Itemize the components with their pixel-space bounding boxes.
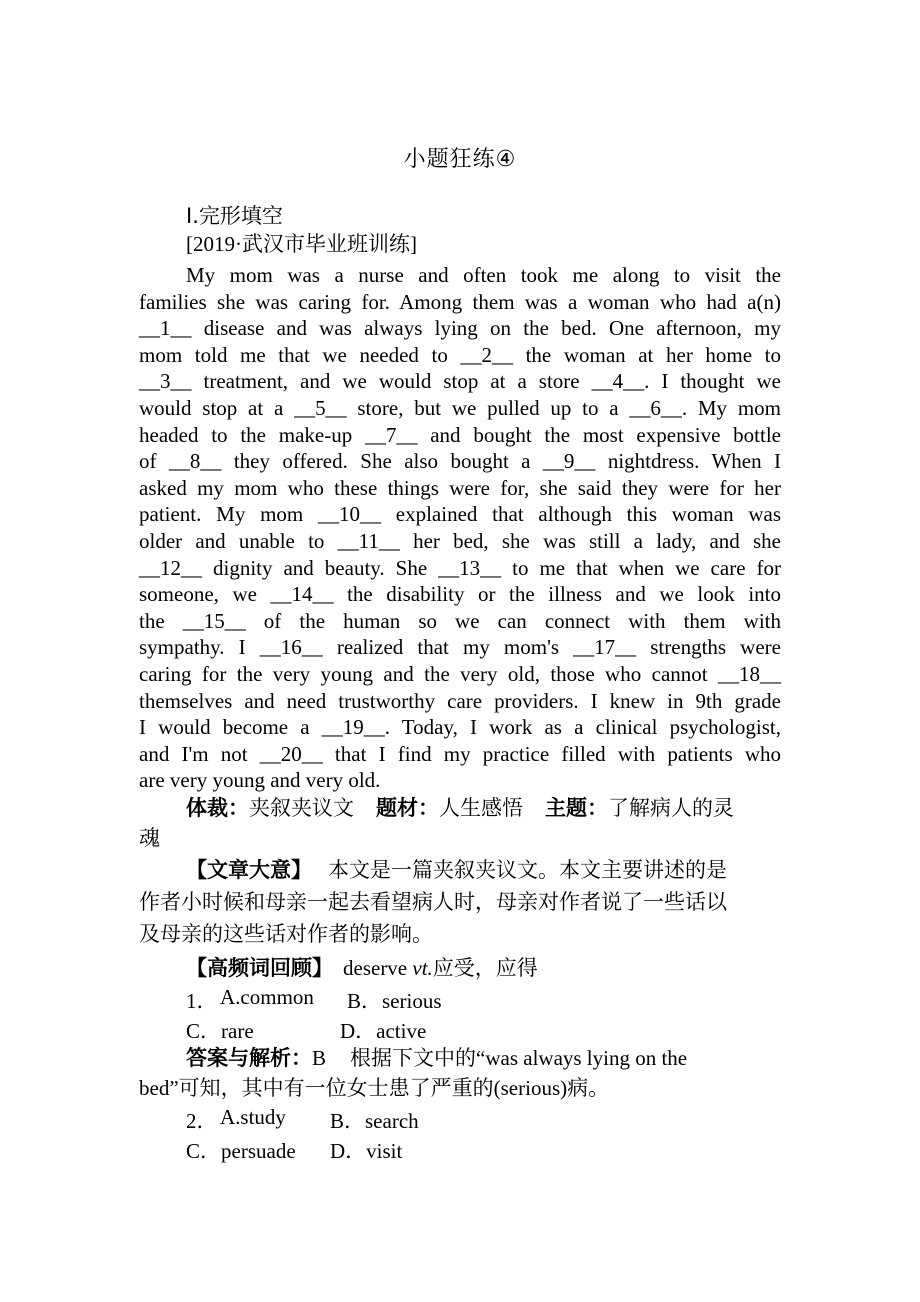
topic-label: 题材： bbox=[376, 796, 439, 820]
answer-label: 答案与解析： bbox=[186, 1046, 312, 1070]
answer-letter: B bbox=[312, 1046, 327, 1070]
passage-line: are very young and very old. bbox=[139, 768, 381, 793]
vocab-label: 【高频词回顾】 bbox=[186, 956, 333, 980]
summary-label: 【文章大意】 bbox=[186, 858, 312, 882]
passage-line: mom told me that we needed to __2__ the woman at her home to bbox=[139, 342, 781, 367]
passage-line: caring for the very young and the very old, those who cannot __18__ bbox=[139, 662, 781, 686]
summary-text-3: 及母亲的这些话对作者的影响。 bbox=[139, 922, 433, 946]
vocab-meaning: 应受，应得 bbox=[432, 956, 538, 980]
source-citation: [2019·武汉市毕业班训练] bbox=[186, 232, 417, 256]
q1-number: 1． bbox=[186, 989, 218, 1013]
passage-line: sympathy. I __16__ realized that my mom's __17__ strengths were bbox=[139, 635, 781, 660]
passage-line: My mom was a nurse and often took me along to visit the bbox=[186, 263, 781, 287]
passage-line: and I'm not __20__ that I find my practice filled with patients who bbox=[139, 741, 781, 766]
q2-number: 2． bbox=[186, 1109, 218, 1133]
passage-line: headed to the make-up __7__ and bought the most expensive bottle bbox=[139, 422, 781, 447]
passage-line: __12__ dignity and beauty. She __13__ to me that when we care for bbox=[139, 555, 781, 580]
q1-option-b[interactable]: B．serious bbox=[347, 989, 442, 1013]
passage-line: themselves and need trustworthy care providers. I knew in 9th grade bbox=[139, 688, 781, 713]
passage-line: patient. My mom __10__ explained that although this woman was bbox=[139, 502, 781, 527]
vocab-line bbox=[139, 955, 781, 981]
passage-line: __3__ treatment, and we would stop at a store __4__. I thought we bbox=[139, 369, 781, 394]
meta-line bbox=[139, 795, 781, 821]
q2-option-d[interactable]: D．visit bbox=[330, 1139, 403, 1163]
answer-text-2: bed”可知，其中有一位女士患了严重的(serious)病。 bbox=[139, 1076, 610, 1100]
section-heading: Ⅰ.完形填空 bbox=[186, 204, 283, 228]
passage-line: families she was caring for. Among them was a woman who had a(n) bbox=[139, 289, 781, 314]
q2-option-c[interactable]: C．persuade bbox=[186, 1139, 296, 1163]
passage-line: __1__ disease and was always lying on the bed. One afternoon, my bbox=[139, 316, 781, 341]
page-title: 小题狂练④ bbox=[403, 147, 517, 172]
summary-text-1: 本文是一篇夹叙夹议文。本文主要讲述的是 bbox=[328, 858, 727, 882]
passage-line: would stop at a __5__ store, but we pulled up to a __6__. My mom bbox=[139, 396, 781, 420]
theme-value: 了解病人的灵 bbox=[608, 796, 734, 820]
theme-value-continued: 魂 bbox=[139, 826, 160, 850]
q2-option-a[interactable]: A.study bbox=[220, 1105, 286, 1129]
theme-label: 主题： bbox=[545, 796, 608, 820]
summary-text-2: 作者小时候和母亲一起去看望病人时，母亲对作者说了一些话以 bbox=[139, 890, 727, 914]
answer-text-1: 根据下文中的“was always lying on the bbox=[350, 1046, 688, 1070]
passage-line: I would become a __19__. Today, I work as a clinical psychologist, bbox=[139, 715, 781, 740]
answer-line bbox=[139, 1045, 781, 1071]
passage-line: of __8__ they offered. She also bought a __9__ nightdress. When I bbox=[139, 449, 781, 474]
q1-option-d[interactable]: D．active bbox=[340, 1019, 427, 1043]
q1-option-a[interactable]: A.common bbox=[220, 985, 314, 1009]
q2-option-b[interactable]: B．search bbox=[330, 1109, 419, 1133]
passage-line: older and unable to __11__ her bed, she was still a lady, and she bbox=[139, 529, 781, 553]
passage-line: asked my mom who these things were for, she said they were for her bbox=[139, 475, 781, 500]
vocab-pos: vt. bbox=[412, 956, 433, 980]
q1-option-c[interactable]: C．rare bbox=[186, 1019, 254, 1043]
summary-line bbox=[139, 857, 781, 883]
genre-label: 体裁： bbox=[186, 796, 249, 820]
vocab-word: deserve bbox=[343, 956, 408, 980]
passage-line: the __15__ of the human so we can connect with them with bbox=[139, 608, 781, 633]
passage-line: someone, we __14__ the disability or the illness and we look into bbox=[139, 582, 781, 607]
topic-value: 人生感悟 bbox=[439, 796, 523, 820]
genre-value: 夹叙夹议文 bbox=[249, 796, 354, 820]
